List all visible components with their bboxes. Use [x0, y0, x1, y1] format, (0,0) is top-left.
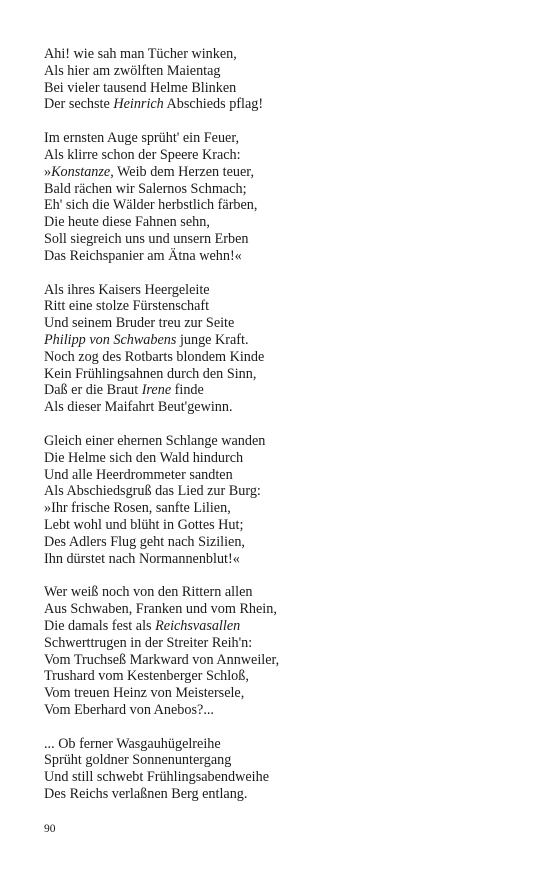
line-text: Gleich einer ehernen Schlange wanden — [44, 432, 266, 449]
poem-line — [44, 130, 524, 147]
line-text: Bei vieler tausend Helme Blinken — [44, 79, 237, 96]
poem-line — [44, 517, 524, 534]
line-text: Vom treuen Heinz von Meistersele, — [44, 685, 245, 702]
line-text: ... Ob ferner Wasgauhügelreihe — [44, 735, 221, 752]
line-text: Als dieser Maifahrt Beut'gewinn. — [44, 399, 233, 416]
poem-line — [44, 96, 524, 113]
italic-name: Konstanze — [51, 163, 111, 180]
poem-line — [44, 315, 524, 332]
line-text: Ahi! wie sah man Tücher winken, — [44, 46, 237, 62]
poem-line — [44, 197, 524, 214]
line-text: , Weib dem Herzen teuer, — [110, 163, 254, 180]
poem-line — [44, 467, 524, 484]
poem-line — [44, 214, 524, 231]
line-text: Schwerttrugen in der Streiter Reih'n: — [44, 634, 253, 651]
poem-line — [44, 668, 524, 685]
line-text: Trushard vom Kestenberger Schloß, — [44, 668, 249, 685]
poem-line — [44, 282, 524, 299]
poem-line — [44, 450, 524, 467]
line-text: Daß er die Braut — [44, 382, 142, 399]
poem-line — [44, 685, 524, 702]
poem-line — [44, 769, 524, 786]
poem-line — [44, 786, 524, 803]
poem-line — [44, 366, 524, 383]
line-text: Und seinem Bruder treu zur Seite — [44, 315, 235, 332]
line-text: Vom Eberhard von Anebos?... — [44, 701, 214, 718]
poem-line — [44, 164, 524, 181]
line-text: Der sechste — [44, 96, 114, 113]
line-text: Ritt eine stolze Fürstenschaft — [44, 298, 210, 315]
line-text: Die damals fest als — [44, 617, 156, 634]
poem-line — [44, 601, 524, 618]
italic-name: Heinrich — [113, 96, 164, 113]
poem-line — [44, 332, 524, 349]
page-number: 90 — [44, 823, 56, 835]
line-text: » — [44, 163, 52, 180]
poem-line — [44, 63, 524, 80]
poem-line — [44, 298, 524, 315]
line-text: Eh' sich die Wälder herbstlich färben, — [44, 197, 258, 214]
line-text: finde — [171, 382, 204, 399]
stanza-5 — [44, 584, 524, 718]
line-text: Lebt wohl und blüht in Gottes Hut; — [44, 516, 244, 533]
line-text: Bald rächen wir Salernos Schmach; — [44, 180, 247, 197]
line-text: Und still schwebt Frühlingsabendweihe — [44, 769, 269, 786]
poem-line — [44, 382, 524, 399]
line-text: Und alle Heerdrommeter sandten — [44, 466, 233, 483]
poem-line — [44, 500, 524, 517]
line-text: Soll siegreich uns und unsern Erben — [44, 230, 249, 247]
poem-body — [44, 46, 524, 820]
poem-line — [44, 80, 524, 97]
line-text: junge Kraft. — [176, 331, 249, 348]
poem-line — [44, 702, 524, 719]
italic-name: Philipp von Schwabens — [44, 331, 177, 348]
poem-line — [44, 752, 524, 769]
stanza-6 — [44, 736, 524, 803]
poem-line — [44, 433, 524, 450]
line-text: Ihn dürstet nach Normannenblut!« — [44, 550, 240, 567]
line-text: Aus Schwaben, Franken und vom Rhein, — [44, 601, 277, 618]
line-text: »Ihr frische Rosen, sanfte Lilien, — [44, 500, 231, 517]
italic-name: Reichsvasallen — [155, 617, 241, 634]
poem-line — [44, 181, 524, 198]
line-text: Die Helme sich den Wald hindurch — [44, 449, 244, 466]
line-text: Abschieds pflag! — [163, 96, 264, 113]
poem-line — [44, 618, 524, 635]
line-text: Das Reichspanier am Ätna wehn!« — [44, 247, 242, 264]
poem-line — [44, 551, 524, 568]
poem-line — [44, 231, 524, 248]
stanza-1 — [44, 46, 524, 113]
line-text: Die heute diese Fahnen sehn, — [44, 214, 210, 231]
poem-line — [44, 248, 524, 265]
poem-line — [44, 584, 524, 601]
line-text: Als hier am zwölften Maientag — [44, 62, 221, 79]
poem-line — [44, 147, 524, 164]
poem-line — [44, 349, 524, 366]
poem-line — [44, 534, 524, 551]
poem-line — [44, 736, 524, 753]
line-text: Des Reichs verlaßnen Berg entlang. — [44, 786, 248, 803]
italic-name: Irene — [141, 382, 172, 399]
line-text: Kein Frühlingsahnen durch den Sinn, — [44, 365, 257, 382]
stanza-3 — [44, 282, 524, 416]
line-text: Im ernsten Auge sprüht' ein Feuer, — [44, 130, 240, 147]
poem-line — [44, 399, 524, 416]
poem-line — [44, 483, 524, 500]
poem-line — [44, 652, 524, 669]
line-text: Als ihres Kaisers Heergeleite — [44, 281, 210, 298]
line-text: Wer weiß noch von den Rittern allen — [44, 584, 253, 601]
poem-line — [44, 46, 524, 63]
line-text: Sprüht goldner Sonnenuntergang — [44, 752, 232, 769]
stanza-2 — [44, 130, 524, 264]
line-text: Vom Truchseß Markward von Annweiler, — [44, 651, 280, 668]
poem-line — [44, 635, 524, 652]
line-text: Noch zog des Rotbarts blondem Kinde — [44, 348, 265, 365]
line-text: Des Adlers Flug geht nach Sizilien, — [44, 533, 245, 550]
stanza-4 — [44, 433, 524, 567]
line-text: Als Abschiedsgruß das Lied zur Burg: — [44, 483, 261, 500]
line-text: Als klirre schon der Speere Krach: — [44, 146, 241, 163]
